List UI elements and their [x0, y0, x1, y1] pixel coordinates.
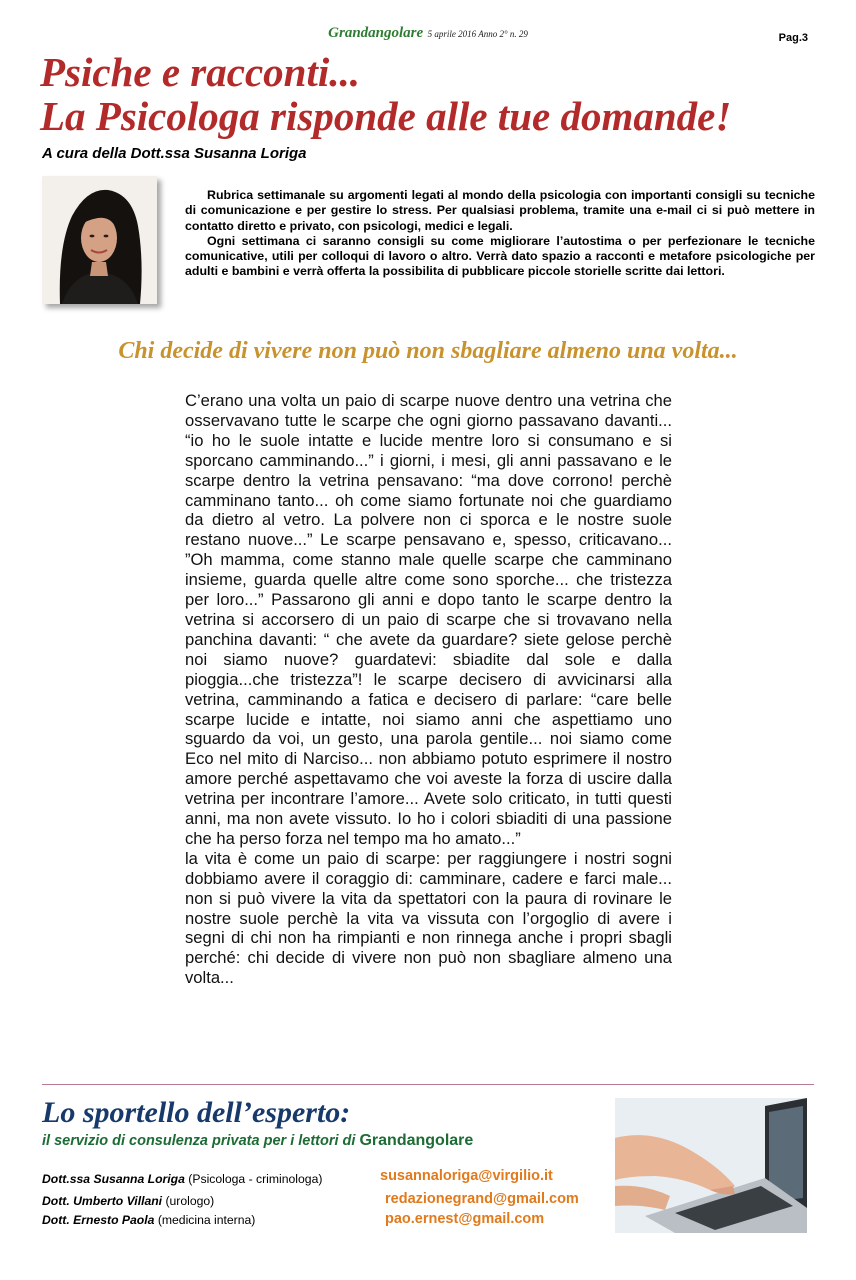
contact-email-link[interactable]: pao.ernest@gmail.com	[385, 1211, 545, 1227]
contact-name: Dott. Umberto Villani	[42, 1194, 163, 1208]
contact-role: (Psicologa - criminologa)	[188, 1172, 323, 1186]
sportello-subtitle	[42, 1132, 473, 1150]
contact-row	[42, 1172, 322, 1186]
byline: A cura della Dott.ssa Susanna Loriga	[42, 145, 307, 162]
intro-paragraph-1: Rubrica settimanale su argomenti legati al mondo della psicologia con importanti consigli su tecniche di comunicazione e per gestire lo stress. Per qualsiasi problema, tramite una e-mail ci si può mettere in contatto diretto e privato, con psicologi, medici e legali.	[185, 188, 815, 233]
contact-row	[42, 1213, 255, 1227]
title-line-1: Psiche e racconti...	[40, 49, 360, 95]
laptop-typing-image	[615, 1098, 807, 1233]
contact-email-link[interactable]: susannaloriga@virgilio.it	[380, 1168, 553, 1184]
sportello-title: Lo sportello dell’esperto:	[42, 1096, 351, 1129]
contact-row	[42, 1194, 214, 1208]
contact-role: (medicina interna)	[157, 1213, 256, 1227]
intro-paragraph-2: Ogni settimana ci saranno consigli su come migliorare l’autostima o per perfezionare le tecniche comunicative, utili per colloqui di lavoro o altro. Verrà dato spazio a racconti e metafore psicologiche per adulti e bambini e verrà offerta la possibilita di pubblicare piccole storielle scritte dai lettori.	[185, 233, 815, 279]
sportello-brand: Grandangolare	[359, 1132, 474, 1149]
issue-date: 5 aprile 2016 Anno 2° n. 29	[427, 29, 528, 39]
intro-text	[185, 188, 815, 280]
title-line-2: La Psicologa risponde alle tue domande!	[40, 93, 732, 139]
contact-name: Dott. Ernesto Paola	[42, 1213, 155, 1227]
masthead-brand: Grandangolare	[328, 25, 424, 41]
masthead	[0, 24, 856, 42]
contact-role: (urologo)	[165, 1194, 215, 1208]
page-title	[40, 50, 830, 138]
story-title: Chi decide di vivere non può non sbagliare almeno una volta...	[118, 338, 738, 364]
author-photo	[42, 176, 157, 304]
story-body	[185, 391, 672, 988]
page-number: Pag.3	[778, 32, 808, 44]
story-paragraph-1: C’erano una volta un paio di scarpe nuove dentro una vetrina che osservavano tutte le scarpe che ogni giorno passavano davanti... “io ho le suole intatte e lucide mentre loro si consumano e si sporcano camminando...” i giorni, i mesi, gli anni passavano e le scarpe dentro la vetrina pensavano: “ma dove corrono! perchè camminano tanto... oh come siamo fortunate noi che guardiamo da dietro al vetro. La polvere non ci sporca e le nostre suole restano nuove...” Le scarpe pensavano e, spesso, criticavano... ”Oh mamma, come stanno male quelle scarpe che camminano insieme, guarda quelle altre come sono sporche... che tristezza per loro...” Passarono gli anni e dopo tanto le scarpe dentro la vetrina si accorsero di un paio di scarpe che si trovavano nella panchina davanti: “ che avete da guardare? siete gelose perchè noi siamo nuove? guardatevi: sbiadite dal sole e dalla pioggia...che tristezza”! le scarpe decisero di avvicinarsi alla vetrina, camminando a fatica e decisero di parlare: “care belle scarpe lucide e intatte, noi siamo anni che aspettiamo uno sguardo da voi, un gesto, una parola gentile... noi siamo come Eco nel mito di Narciso... non abbiamo potuto esprimere il nostro amore perché aspettavamo che voi aveste la forza di uscire dalla vetrina per incontrare l’amore... Avete solo criticato, in tutti questi anni, ma non avete vissuto. Io ho i colori sbiaditi di una passione che ha perso forza nel tempo ma ho amato...”	[185, 391, 672, 848]
section-divider	[42, 1084, 814, 1085]
story-paragraph-2: la vita è come un paio di scarpe: per raggiungere i nostri sogni dobbiamo avere il coraggio di: camminare, cadere e farci male... non si può vivere la vita da spettatori con la paura di rovinare le nostre suole perchè la vita va vissuta con l’orgoglio di avere i segni di chi non ha rimpianti e non rinnega anche i propri sbagli perché: chi decide di vivere non può non sbagliare almeno una volta...	[185, 848, 672, 988]
sportello-subtitle-text: il servizio di consulenza privata per i lettori di	[42, 1133, 356, 1149]
contact-email-link[interactable]: redazionegrand@gmail.com	[385, 1191, 579, 1207]
contact-name: Dott.ssa Susanna Loriga	[42, 1172, 185, 1186]
